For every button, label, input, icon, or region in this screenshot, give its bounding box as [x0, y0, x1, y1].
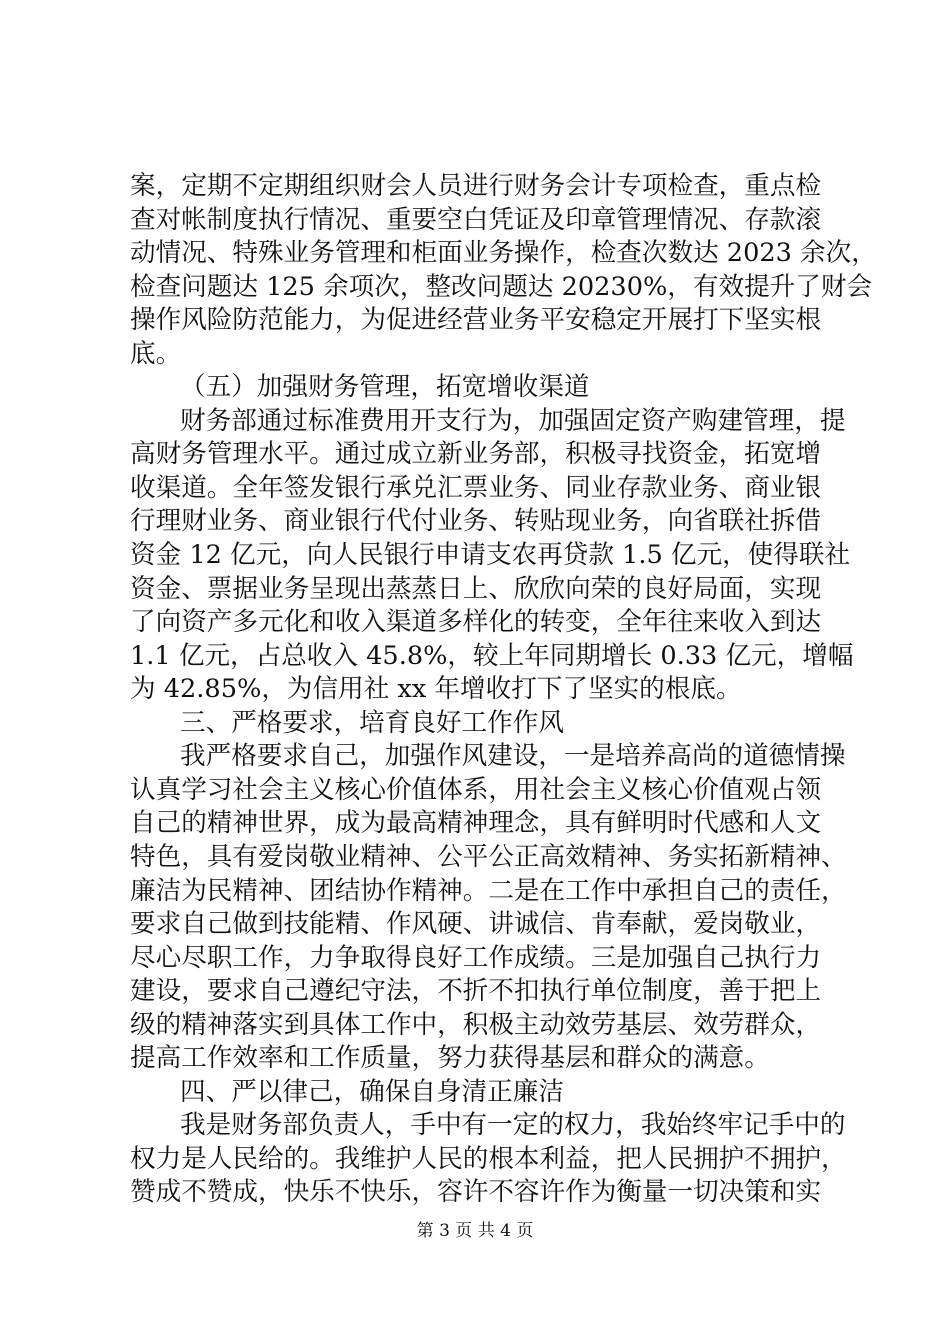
- body-text-line: 了向资产多元化和收入渠道多样化的转变，全年往来收入到达: [130, 607, 822, 638]
- section-heading-3: 三、严格要求，培育良好工作作风: [180, 707, 564, 738]
- body-text-line: 提高工作效率和工作质量，努力获得基层和群众的满意。: [130, 1043, 770, 1074]
- body-text-line: 收渠道。全年签发银行承兑汇票业务、同业存款业务、商业银: [130, 472, 822, 503]
- body-text-line: 我严格要求自己，加强作风建设，一是培养高尚的道德情操: [180, 741, 846, 772]
- body-text-line: 建设，要求自己遵纪守法，不折不扣执行单位制度，善于把上: [130, 976, 822, 1007]
- body-text-line: 动情况、特殊业务管理和柜面业务操作，检查次数达 2023 余次，: [130, 238, 877, 269]
- body-text-line: 检查问题达 125 余项次，整改问题达 20230%，有效提升了财会: [130, 271, 873, 302]
- body-text-line: 为 42.85%，为信用社 xx 年增收打下了坚实的根底。: [130, 674, 742, 705]
- body-text-line: 要求自己做到技能精、作风硬、讲诚信、肯奉献，爱岗敬业，: [130, 909, 822, 940]
- section-heading-5: （五）加强财务管理，拓宽增收渠道: [180, 372, 590, 403]
- body-text-line: 特色，具有爱岗敬业精神、公平公正高效精神、务实拓新精神、: [130, 841, 847, 872]
- body-text-line: 底。: [130, 338, 182, 369]
- body-text-line: 我是财务部负责人，手中有一定的权力，我始终牢记手中的: [180, 1110, 846, 1141]
- body-text-line: 1.1 亿元，占总收入 45.8%，较上年同期增长 0.33 亿元，增幅: [130, 640, 854, 671]
- body-text-line: 财务部通过标准费用开支行为，加强固定资产购建管理，提: [180, 405, 846, 436]
- body-text-line: 廉洁为民精神、团结协作精神。二是在工作中承担自己的责任，: [130, 875, 847, 906]
- body-text-line: 操作风险防范能力，为促进经营业务平安稳定开展打下坚实根: [130, 305, 822, 336]
- body-text-line: 资金 12 亿元，向人民银行申请支农再贷款 1.5 亿元，使得联社: [130, 540, 851, 571]
- body-text-line: 赞成不赞成，快乐不快乐，容许不容许作为衡量一切决策和实: [130, 1177, 822, 1208]
- body-text-line: 高财务管理水平。通过成立新业务部，积极寻找资金，拓宽增: [130, 439, 822, 470]
- body-text-line: 尽心尽职工作，力争取得良好工作成绩。三是加强自己执行力: [130, 942, 822, 973]
- body-text-line: 案，定期不定期组织财会人员进行财务会计专项检查，重点检: [130, 171, 822, 201]
- section-heading-4: 四、严以律己，确保自身清正廉洁: [180, 1076, 564, 1107]
- body-text-line: 自己的精神世界，成为最高精神理念，具有鲜明时代感和人文: [130, 808, 822, 839]
- body-text-line: 行理财业务、商业银行代付业务、转贴现业务，向省联社拆借: [130, 506, 822, 537]
- page-footer: 第 3 页 共 4 页: [416, 1221, 534, 1241]
- body-text-line: 查对帐制度执行情况、重要空白凭证及印章管理情况、存款滚: [130, 204, 822, 235]
- body-text-line: 资金、票据业务呈现出蒸蒸日上、欣欣向荣的良好局面，实现: [130, 573, 822, 604]
- body-text-line: 认真学习社会主义核心价值体系，用社会主义核心价值观占领: [130, 774, 822, 805]
- body-text-line: 级的精神落实到具体工作中，积极主动效劳基层、效劳群众，: [130, 1009, 822, 1040]
- body-text-line: 权力是人民给的。我维护人民的根本利益，把人民拥护不拥护，: [130, 1143, 847, 1174]
